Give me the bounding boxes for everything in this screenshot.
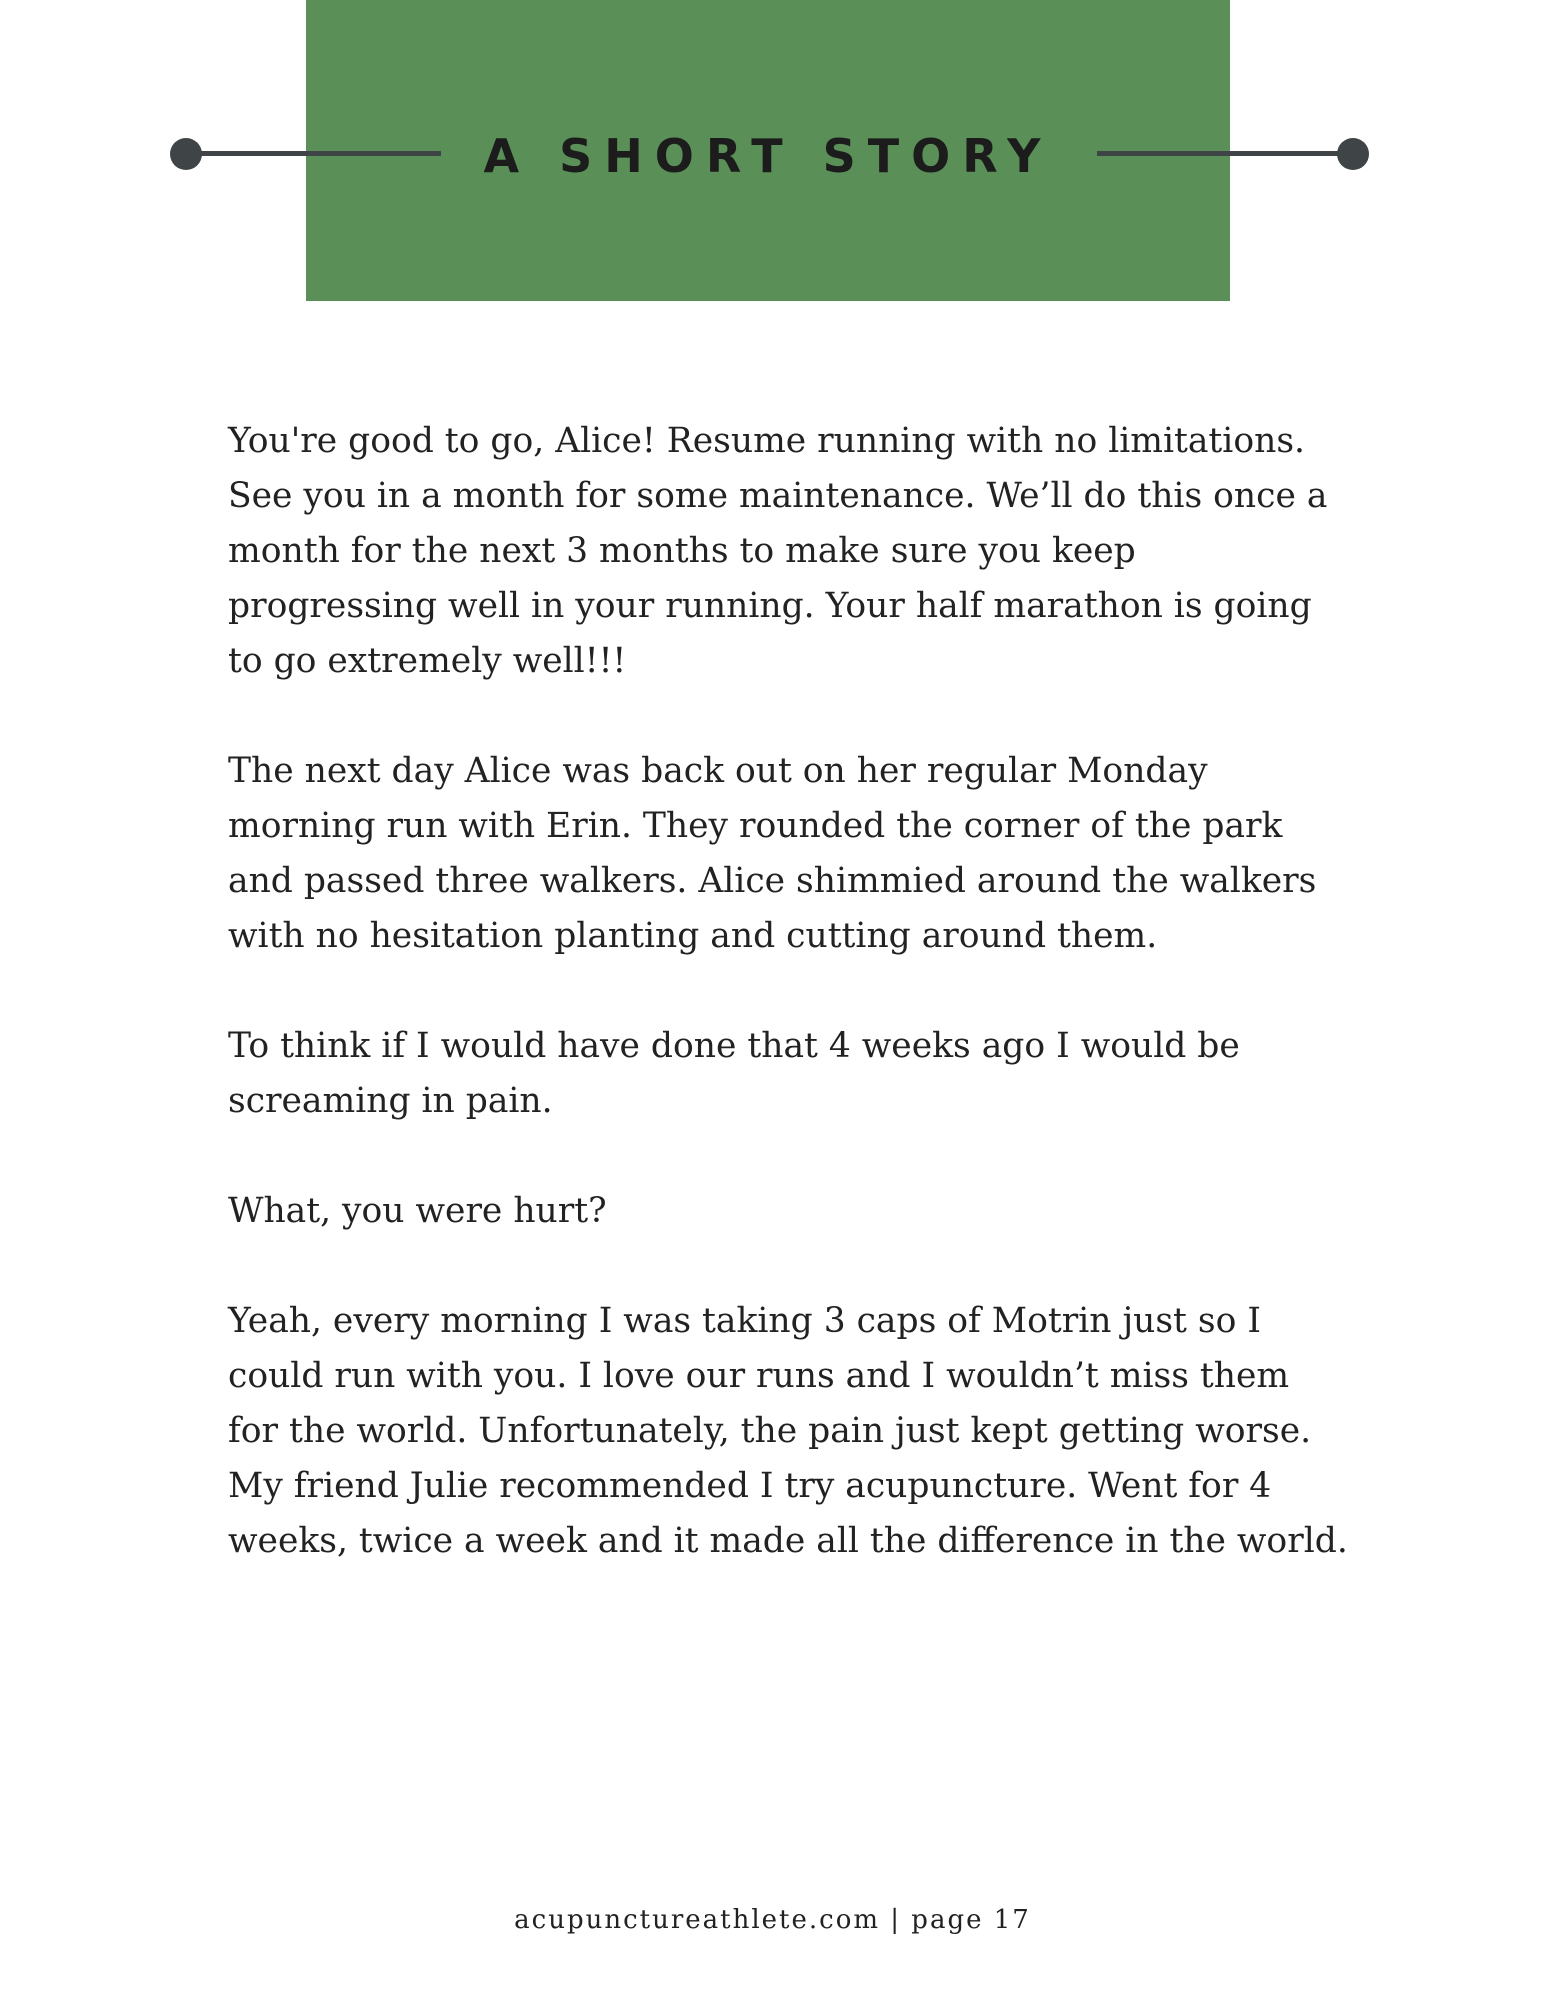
- page-footer: acupunctureathlete.com | page 17: [514, 1905, 1031, 1935]
- story-paragraph: You're good to go, Alice! Resume running with no limitations. See you in a month for some maintenance. We’ll do this once a month for the next 3 months to make sure you keep progressing well in your running. Your half marathon is going to go extremely well!!!: [228, 421, 1328, 681]
- page-title: A SHORT STORY: [483, 129, 1053, 183]
- story-paragraph: To think if I would have done that 4 weeks ago I would be screaming in pain.: [228, 1026, 1240, 1121]
- story-paragraph: The next day Alice was back out on her regular Monday morning run with Erin. They rounded the corner of the park and passed three walkers. Alice shimmied around the walkers with no hesitation planting and cutting around them.: [228, 751, 1317, 956]
- title-dot-left: [170, 138, 202, 170]
- story-body: [228, 414, 1348, 1624]
- story-paragraph: Yeah, every morning I was taking 3 caps of Motrin just so I could run with you. I love our runs and I wouldn’t miss them for the world. Unfortunately, the pain just kept getting worse. My friend Julie recommended I try acupuncture. Went for 4 weeks, twice a week and it made all the difference in the world.: [228, 1301, 1348, 1561]
- title-dot-right: [1337, 138, 1369, 170]
- story-paragraph: What, you were hurt?: [228, 1191, 607, 1231]
